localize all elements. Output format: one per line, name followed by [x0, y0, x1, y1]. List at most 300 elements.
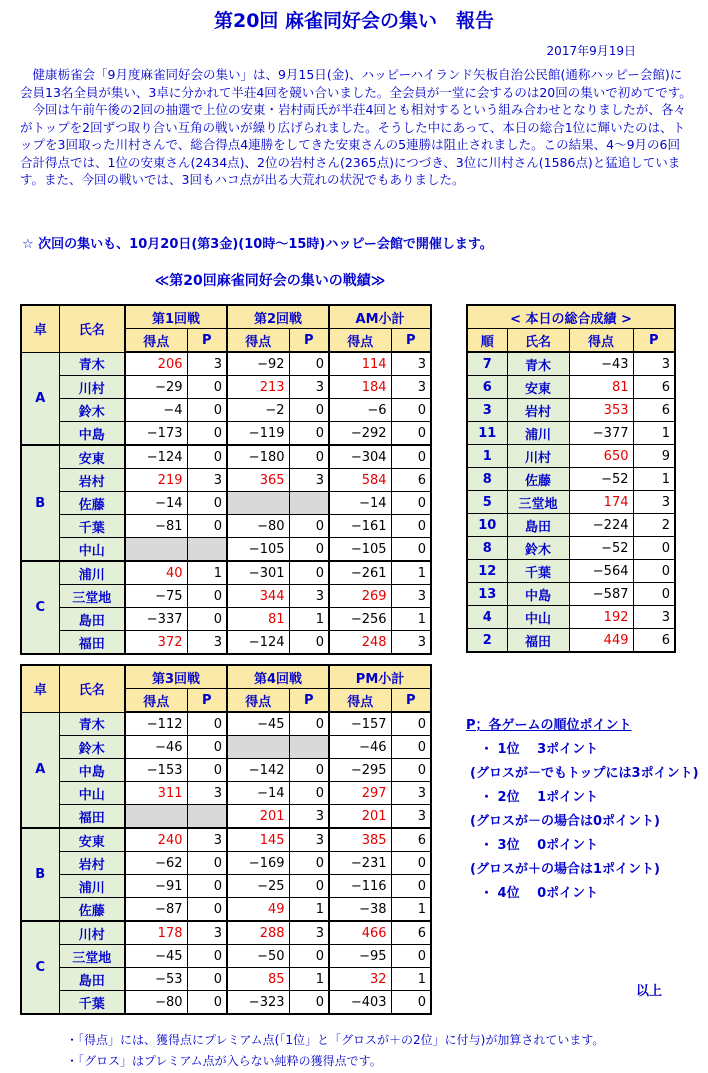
point-header: P	[391, 689, 431, 713]
player-name: 岩村	[59, 852, 125, 875]
game3-header: 第3回戦	[125, 665, 227, 689]
score-cell: −256	[329, 608, 391, 631]
score-cell: −105	[329, 538, 391, 562]
point-cell: 1	[187, 561, 227, 585]
score-cell: 32	[329, 968, 391, 991]
point-cell: 0	[289, 352, 329, 376]
table-row	[467, 537, 675, 560]
player-name: 鈴木	[59, 399, 125, 422]
score-cell: −142	[227, 759, 289, 782]
rank-header: 順	[467, 329, 507, 353]
score-cell: −295	[329, 759, 391, 782]
table-row	[467, 422, 675, 445]
table-row	[21, 422, 431, 446]
point-cell: 3	[187, 782, 227, 805]
results-title: ≪第20回麻雀同好会の集いの戦績≫	[154, 273, 386, 289]
point-cell: 6	[633, 399, 675, 422]
point-cell: 3	[391, 782, 431, 805]
table-row	[21, 968, 431, 991]
point-cell: 0	[187, 399, 227, 422]
table-row	[21, 352, 431, 376]
point-header: P	[633, 329, 675, 353]
report-date: 2017年9月19日	[546, 44, 636, 58]
point-cell: 2	[633, 514, 675, 537]
point-cell: 3	[187, 469, 227, 492]
score-cell: −25	[227, 875, 289, 898]
player-name: 鈴木	[507, 537, 569, 560]
point-cell: 0	[289, 782, 329, 805]
score-cell: 449	[569, 629, 633, 653]
table-row	[21, 538, 431, 562]
player-name: 島田	[59, 968, 125, 991]
point-cell: 0	[391, 538, 431, 562]
legend-line: (グロスが＋の場合は1ポイント)	[470, 862, 660, 877]
point-cell: 3	[289, 828, 329, 852]
score-header: 得点	[329, 689, 391, 713]
point-cell	[187, 538, 227, 562]
footnote-1: ・「得点」には、獲得点にプレミアム点(「1位」と「グロスが＋の2位」に付与)が加算されています。	[66, 1033, 605, 1047]
score-cell: −92	[227, 352, 289, 376]
score-cell: 206	[125, 352, 187, 376]
point-header: P	[289, 689, 329, 713]
rank-cell: 3	[467, 399, 507, 422]
point-cell: 6	[633, 629, 675, 653]
point-cell: 3	[633, 491, 675, 514]
player-name: 安東	[59, 445, 125, 469]
table-row	[467, 629, 675, 653]
rank-cell: 10	[467, 514, 507, 537]
point-header: P	[187, 329, 227, 353]
point-cell: 0	[289, 945, 329, 968]
score-cell: 372	[125, 631, 187, 655]
score-cell: −52	[569, 537, 633, 560]
point-cell: 0	[289, 759, 329, 782]
table-label: A	[21, 352, 59, 445]
point-cell: 1	[289, 968, 329, 991]
score-cell: −43	[569, 352, 633, 376]
table-row	[21, 828, 431, 852]
intro-paragraph-1: 健康栃雀会「9月度麻雀同好会の集い」は、9月15日(金)、ハッピーハイランド矢板自治公民館(通称ハッピー会館)に会員13名全員が集い、3卓に分かれて半荘4回を競い合いました。全会員が一堂に会するのは20回の集いで初めてです。	[20, 67, 692, 100]
score-header: 得点	[227, 689, 289, 713]
point-cell: 3	[289, 469, 329, 492]
point-cell: 0	[391, 736, 431, 759]
score-cell: 365	[227, 469, 289, 492]
score-cell: 81	[569, 376, 633, 399]
point-cell: 1	[391, 561, 431, 585]
table-label: A	[21, 712, 59, 828]
player-name: 川村	[59, 376, 125, 399]
table-row	[21, 376, 431, 399]
table-row	[21, 991, 431, 1015]
table-row	[21, 445, 431, 469]
footnotes	[66, 1030, 604, 1072]
point-cell: 3	[289, 805, 329, 829]
score-cell: 311	[125, 782, 187, 805]
overall-title: < 本日の総合成績 >	[467, 305, 675, 329]
score-cell: −124	[125, 445, 187, 469]
score-cell: 85	[227, 968, 289, 991]
score-cell: −173	[125, 422, 187, 446]
player-name: 福田	[59, 805, 125, 829]
point-cell: 3	[391, 805, 431, 829]
score-cell: −304	[329, 445, 391, 469]
point-cell: 0	[187, 515, 227, 538]
intro-text	[20, 66, 692, 189]
score-cell: −587	[569, 583, 633, 606]
point-cell: 0	[187, 759, 227, 782]
score-cell: −46	[329, 736, 391, 759]
player-name: 三堂地	[59, 945, 125, 968]
point-cell: 0	[633, 537, 675, 560]
score-cell: −261	[329, 561, 391, 585]
point-legend	[466, 714, 699, 901]
table-row	[21, 782, 431, 805]
rank-cell: 13	[467, 583, 507, 606]
player-name: 福田	[507, 629, 569, 653]
rank-cell: 12	[467, 560, 507, 583]
point-cell: 1	[633, 468, 675, 491]
score-cell: 466	[329, 921, 391, 945]
score-cell: −81	[125, 515, 187, 538]
score-cell: −180	[227, 445, 289, 469]
score-cell: −301	[227, 561, 289, 585]
table-row	[21, 852, 431, 875]
score-cell: −2	[227, 399, 289, 422]
rank-cell: 11	[467, 422, 507, 445]
score-cell: −292	[329, 422, 391, 446]
player-name: 浦川	[59, 875, 125, 898]
point-header: P	[391, 329, 431, 353]
player-name: 佐藤	[507, 468, 569, 491]
player-name: 千葉	[59, 991, 125, 1015]
player-name: 安東	[59, 828, 125, 852]
table-row	[467, 352, 675, 376]
pm-subtotal-header: PM小計	[329, 665, 431, 689]
score-cell: −564	[569, 560, 633, 583]
table-row	[467, 468, 675, 491]
table-row	[21, 585, 431, 608]
point-cell: 1	[633, 422, 675, 445]
table-row	[467, 376, 675, 399]
next-meeting-notice: ☆ 次回の集いも、10月20日(第3金)(10時～15時)ハッピー会館で開催します。	[22, 237, 493, 252]
table-row	[21, 469, 431, 492]
score-cell: −323	[227, 991, 289, 1015]
player-name: 安東	[507, 376, 569, 399]
point-cell: 0	[391, 422, 431, 446]
point-cell: 0	[633, 560, 675, 583]
score-cell: 192	[569, 606, 633, 629]
game1-header: 第1回戦	[125, 305, 227, 329]
point-cell: 0	[633, 583, 675, 606]
score-cell: −157	[329, 712, 391, 736]
player-name: 中島	[507, 583, 569, 606]
player-name: 浦川	[507, 422, 569, 445]
legend-heading: P；各ゲームの順位ポイント	[466, 718, 632, 733]
point-cell: 0	[187, 875, 227, 898]
point-cell: 3	[187, 352, 227, 376]
score-cell: −14	[329, 492, 391, 515]
score-cell: 240	[125, 828, 187, 852]
table-row	[21, 631, 431, 655]
table-row	[21, 805, 431, 829]
player-name: 青木	[59, 712, 125, 736]
score-cell: −80	[227, 515, 289, 538]
rank-cell: 7	[467, 352, 507, 376]
player-name: 青木	[507, 352, 569, 376]
player-name: 浦川	[59, 561, 125, 585]
score-cell: 385	[329, 828, 391, 852]
point-cell: 3	[391, 631, 431, 655]
score-cell: −161	[329, 515, 391, 538]
player-name: 福田	[59, 631, 125, 655]
point-cell: 0	[391, 875, 431, 898]
footnote-2: ・「グロス」はプレミアム点が入らない純粋の獲得点です。	[66, 1054, 382, 1068]
point-cell: 0	[187, 991, 227, 1015]
score-cell: 49	[227, 898, 289, 922]
score-cell: −95	[329, 945, 391, 968]
score-cell: −50	[227, 945, 289, 968]
score-cell: −112	[125, 712, 187, 736]
rank-cell: 1	[467, 445, 507, 468]
point-cell: 3	[391, 585, 431, 608]
legend-line: ・ 2位 1ポイント	[480, 790, 599, 805]
player-name: 島田	[59, 608, 125, 631]
table-row	[467, 399, 675, 422]
table-row	[21, 945, 431, 968]
player-name: 中島	[59, 422, 125, 446]
point-cell: 6	[391, 828, 431, 852]
point-cell: 1	[391, 968, 431, 991]
score-cell: −46	[125, 736, 187, 759]
point-cell: 3	[289, 921, 329, 945]
score-cell: −91	[125, 875, 187, 898]
player-name: 岩村	[507, 399, 569, 422]
rank-cell: 5	[467, 491, 507, 514]
rank-cell: 2	[467, 629, 507, 653]
player-name: 千葉	[507, 560, 569, 583]
point-cell: 3	[187, 631, 227, 655]
point-cell: 0	[187, 712, 227, 736]
score-cell: −80	[125, 991, 187, 1015]
point-cell: 3	[391, 352, 431, 376]
point-cell: 0	[391, 399, 431, 422]
score-cell: −224	[569, 514, 633, 537]
point-cell: 0	[187, 608, 227, 631]
point-cell: 0	[187, 585, 227, 608]
score-cell: −62	[125, 852, 187, 875]
rank-cell: 8	[467, 537, 507, 560]
point-cell: 0	[187, 898, 227, 922]
point-cell: 0	[187, 422, 227, 446]
point-cell: 3	[391, 376, 431, 399]
score-cell: 184	[329, 376, 391, 399]
point-cell: 0	[391, 945, 431, 968]
name-header: 氏名	[59, 305, 125, 352]
point-cell: 1	[391, 608, 431, 631]
point-cell: 1	[289, 898, 329, 922]
player-name: 中山	[59, 782, 125, 805]
rank-cell: 4	[467, 606, 507, 629]
point-cell: 1	[289, 608, 329, 631]
score-cell	[125, 805, 187, 829]
score-cell: 248	[329, 631, 391, 655]
score-cell: −403	[329, 991, 391, 1015]
score-cell: −377	[569, 422, 633, 445]
point-cell: 0	[289, 852, 329, 875]
point-cell: 3	[187, 921, 227, 945]
score-cell: 174	[569, 491, 633, 514]
score-cell: 145	[227, 828, 289, 852]
score-cell: 40	[125, 561, 187, 585]
score-header: 得点	[329, 329, 391, 353]
point-cell: 0	[391, 759, 431, 782]
score-cell: −45	[227, 712, 289, 736]
closing-text: 以上	[636, 984, 663, 999]
score-cell: 288	[227, 921, 289, 945]
point-cell: 0	[391, 515, 431, 538]
score-cell: −45	[125, 945, 187, 968]
table-row	[21, 759, 431, 782]
point-cell: 0	[187, 492, 227, 515]
table-row	[467, 491, 675, 514]
point-cell: 0	[187, 945, 227, 968]
point-cell: 0	[391, 492, 431, 515]
legend-line: (グロスが－でもトップには3ポイント)	[470, 766, 699, 781]
score-cell: 178	[125, 921, 187, 945]
table-row	[21, 736, 431, 759]
point-cell: 0	[391, 852, 431, 875]
game2-header: 第2回戦	[227, 305, 329, 329]
score-cell: 114	[329, 352, 391, 376]
score-cell: −169	[227, 852, 289, 875]
score-cell	[227, 492, 289, 515]
am-results-table	[20, 304, 432, 655]
player-name: 川村	[59, 921, 125, 945]
player-name: 中山	[507, 606, 569, 629]
rank-cell: 6	[467, 376, 507, 399]
score-cell: −119	[227, 422, 289, 446]
score-cell: 269	[329, 585, 391, 608]
point-cell: 6	[633, 376, 675, 399]
player-name: 中島	[59, 759, 125, 782]
point-cell: 0	[187, 852, 227, 875]
score-cell: 344	[227, 585, 289, 608]
score-cell: −153	[125, 759, 187, 782]
score-header: 得点	[227, 329, 289, 353]
score-cell: 213	[227, 376, 289, 399]
table-header: 卓	[21, 305, 59, 352]
point-header: P	[289, 329, 329, 353]
point-cell: 0	[289, 445, 329, 469]
score-cell: −75	[125, 585, 187, 608]
point-cell: 1	[391, 898, 431, 922]
intro-paragraph-2: 今回は午前午後の2回の抽選で上位の安東・岩村両氏が半荘4回とも相対するという組み合わせとなりましたが、各々がトップを2回ずつ取り合い互角の戦いが繰り広げられました。そうした中にあって、本日の総合1位に輝いたのは、トップを3回取った川村さんで、総合得点4連勝をしてきた安東さんの5連勝は阻止されました。この結果、4～9月の6回合計得点では、1位の安東さん(2434点)、2位の岩村さん(2365点)につづき、3位に川村さん(1586点)と猛追しています。また、今回の戦いでは、3回もハコ点が出る大荒れの状況でもありました。	[20, 102, 686, 187]
legend-line: ・ 4位 0ポイント	[480, 886, 599, 901]
table-row	[21, 399, 431, 422]
score-cell: 201	[329, 805, 391, 829]
table-label: C	[21, 561, 59, 654]
point-cell: 0	[187, 968, 227, 991]
player-name: 佐藤	[59, 898, 125, 922]
table-row	[21, 712, 431, 736]
point-cell: 3	[187, 828, 227, 852]
score-cell: 201	[227, 805, 289, 829]
player-name: 岩村	[59, 469, 125, 492]
player-name: 千葉	[59, 515, 125, 538]
score-cell: −52	[569, 468, 633, 491]
player-name: 鈴木	[59, 736, 125, 759]
point-cell: 0	[289, 561, 329, 585]
score-cell	[227, 736, 289, 759]
score-cell: −231	[329, 852, 391, 875]
point-cell: 6	[391, 921, 431, 945]
table-row	[467, 514, 675, 537]
page-title: 第20回 麻雀同好会の集い 報告	[213, 10, 495, 32]
score-cell: 650	[569, 445, 633, 468]
legend-line: (グロスが－の場合は0ポイント)	[470, 814, 660, 829]
score-header: 得点	[569, 329, 633, 353]
table-row	[467, 445, 675, 468]
point-cell: 6	[391, 469, 431, 492]
score-cell: 81	[227, 608, 289, 631]
point-cell: 0	[391, 991, 431, 1015]
score-cell	[125, 538, 187, 562]
player-name: 島田	[507, 514, 569, 537]
point-cell: 0	[391, 445, 431, 469]
point-cell: 0	[289, 515, 329, 538]
point-cell: 0	[289, 399, 329, 422]
score-cell: −38	[329, 898, 391, 922]
score-cell: −53	[125, 968, 187, 991]
point-cell: 0	[289, 712, 329, 736]
name-header: 氏名	[59, 665, 125, 712]
game4-header: 第4回戦	[227, 665, 329, 689]
point-cell: 0	[187, 376, 227, 399]
legend-line: ・ 1位 3ポイント	[480, 742, 599, 757]
score-cell: −4	[125, 399, 187, 422]
point-cell: 3	[633, 352, 675, 376]
player-name: 青木	[59, 352, 125, 376]
point-cell: 3	[289, 585, 329, 608]
score-cell: 297	[329, 782, 391, 805]
table-row	[21, 515, 431, 538]
point-cell: 0	[289, 991, 329, 1015]
point-cell	[289, 492, 329, 515]
score-cell: −105	[227, 538, 289, 562]
table-row	[467, 560, 675, 583]
table-row	[467, 583, 675, 606]
table-row	[21, 492, 431, 515]
point-cell: 3	[289, 376, 329, 399]
point-cell: 0	[391, 712, 431, 736]
legend-line: ・ 3位 0ポイント	[480, 838, 599, 853]
score-header: 得点	[125, 329, 187, 353]
point-cell: 0	[187, 736, 227, 759]
score-cell: −29	[125, 376, 187, 399]
table-row	[467, 606, 675, 629]
score-cell: −116	[329, 875, 391, 898]
point-cell: 3	[633, 606, 675, 629]
point-cell	[187, 805, 227, 829]
score-cell: −6	[329, 399, 391, 422]
score-cell: −14	[227, 782, 289, 805]
point-header: P	[187, 689, 227, 713]
point-cell: 0	[289, 631, 329, 655]
score-cell: −337	[125, 608, 187, 631]
overall-results-table	[466, 304, 676, 653]
table-label: C	[21, 921, 59, 1014]
point-cell: 9	[633, 445, 675, 468]
